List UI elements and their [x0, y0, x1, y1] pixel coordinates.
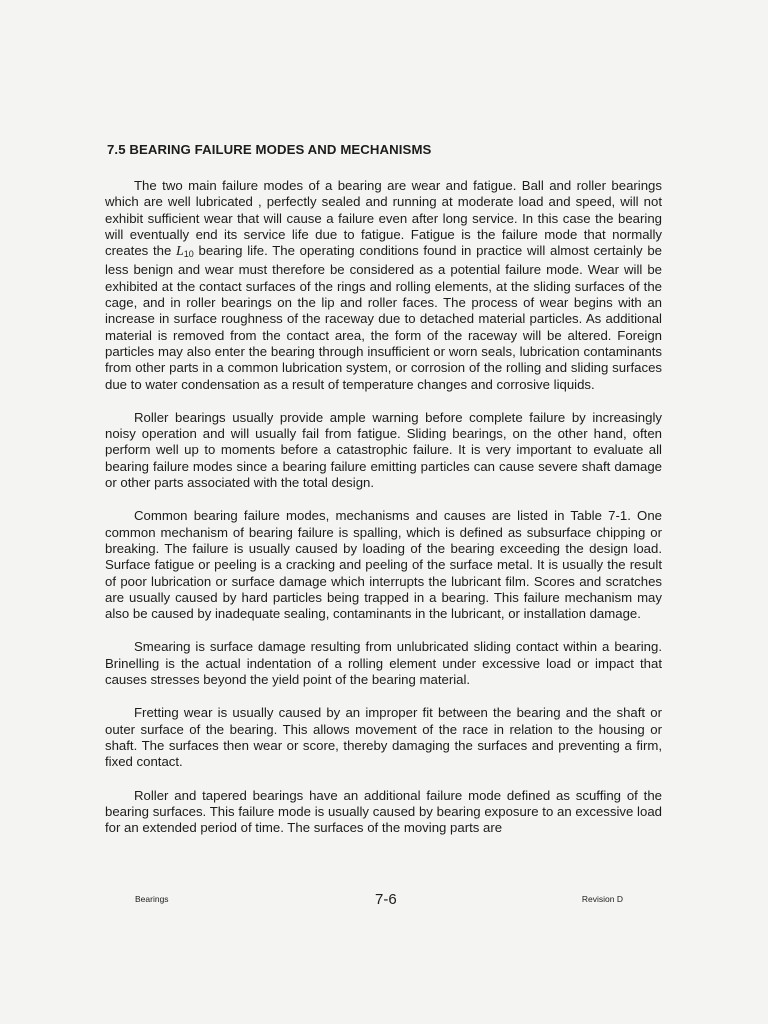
footer-document-title: Bearings — [135, 894, 169, 904]
paragraph-failure-modes — [105, 178, 662, 393]
page-number: 7-6 — [375, 891, 397, 908]
footer-revision: Revision D — [581, 894, 623, 904]
paragraph-text: bearing life. The operating conditions found in practice will almost certainly be less benign and wear must therefore be considered as a potential failure mode. Wear will be exhibited at the contact surfaces of the rings and rolling elements, at the sliding surfaces of the cage, and in roller bearings on the lip and roller faces. The process of wear begins with an increase in surface roughness of the raceway due to detached material particles. As additional material is removed from the contact area, the form of the raceway will be altered. Foreign particles may also enter the bearing through insufficient or worn seals, lubrication contaminants from other parts in a common lubrication system, or corrosion of the rolling and sliding surfaces due to water condensation as a result of temperature changes and corrosive liquids. — [105, 243, 663, 392]
paragraph-common-failure-modes: Common bearing failure modes, mechanisms and causes are listed in Table 7-1. One common mechanism of bearing failure is spalling, which is defined as subsurface chipping or breaking. The failure is usually caused by loading of the bearing exceeding the design load. Surface fatigue or peeling is a cracking and peeling of the surface metal. It is usually the result of poor lubrication or surface damage which interrupts the lubricant film. Scores and scratches are usually caused by hard particles being trapped in a bearing. This failure mechanism may also be caused by inadequate sealing, contaminants in the lubricant, or installation damage. — [105, 508, 662, 622]
section-heading: 7.5 BEARING FAILURE MODES AND MECHANISMS — [107, 142, 432, 157]
document-page — [105, 142, 662, 853]
l10-subscript: 10 — [183, 249, 194, 260]
paragraph-text: The two main failure modes of a bearing are wear and fatigue. Ball and roller bearings which are well lubricated , perfectly sealed and running at moderate load and speed, will not exhibit sufficient wear that will cause a failure even after long service. In this case the bearing will eventually end its service life due to fatigue. Fatigue is the failure mode that normally creates the — [105, 178, 662, 259]
paragraph-scuffing: Roller and tapered bearings have an additional failure mode defined as scuffing of the bearing surfaces. This failure mode is usually caused by bearing exposure to an excessive load for an extended period of time. The surfaces of the moving parts are — [105, 787, 662, 836]
paragraph-roller-bearings: Roller bearings usually provide ample warning before complete failure by increasingly noisy operation and will usually fail from fatigue. Sliding bearings, on the other hand, often perform well up to moments before a catastrophic failure. It is very important to evaluate all bearing failure modes since a bearing failure emitting particles can cause severe shaft damage or other parts associated with the total design. — [105, 409, 662, 491]
paragraph-smearing: Smearing is surface damage resulting from unlubricated sliding contact within a bearing. Brinelling is the actual indentation of a rolling element under excessive load or impact that causes stresses beyond the yield point of the bearing material. — [105, 639, 662, 688]
paragraph-fretting-wear: Fretting wear is usually caused by an improper fit between the bearing and the shaft or outer surface of the bearing. This allows movement of the race in relation to the housing or shaft. The surfaces then wear or score, thereby damaging the surfaces and preventing a firm, fixed contact. — [105, 705, 662, 770]
l10-symbol: L — [176, 244, 184, 260]
